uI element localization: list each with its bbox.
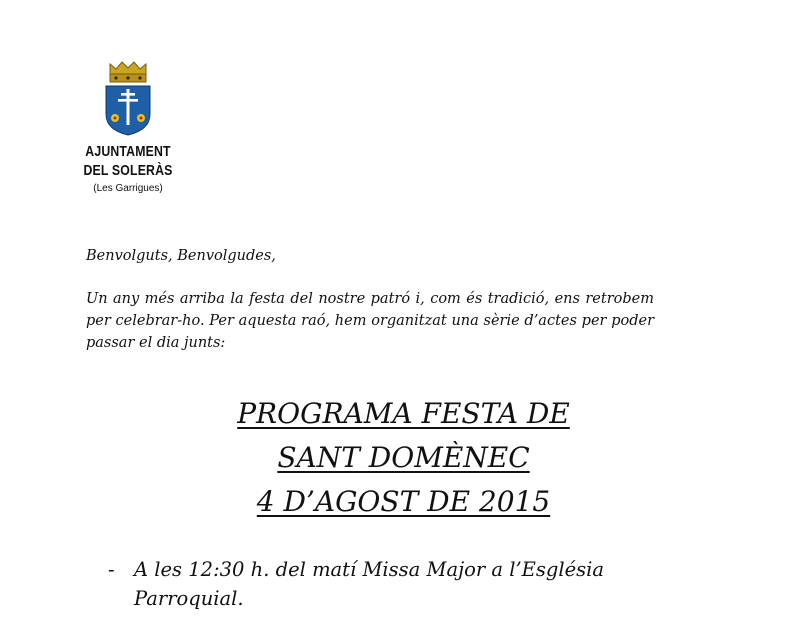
coat-of-arms-logo <box>104 60 152 136</box>
letter-intro-paragraph: Un any més arriba la festa del nostre patró i, com és tradició, ens retrobem per celebrar-ho. Per aquesta raó, hem organitzat una sèrie d’actes per poder passar el dia junts: <box>86 291 654 351</box>
program-list-item <box>108 555 668 613</box>
title-line-1: PROGRAMA FESTA DE <box>237 397 570 430</box>
crown-icon <box>110 62 146 82</box>
list-bullet: - <box>108 558 115 581</box>
org-name-line1: AJUNTAMENT <box>85 143 171 160</box>
org-region: (Les Garrigues) <box>93 183 163 194</box>
list-item-text: A les 12:30 h. del matí Missa Major a l’Església Parroquial. <box>134 558 605 610</box>
shield-icon <box>106 86 150 135</box>
title-line-3: 4 D’AGOST DE 2015 <box>256 485 551 518</box>
title-line-2: SANT DOMÈNEC <box>277 441 530 474</box>
organization-header <box>64 142 192 196</box>
letter-greeting: Benvolguts, Benvolgudes, <box>86 248 276 264</box>
program-title <box>40 392 767 524</box>
org-name-line2: DEL SOLERÀS <box>83 162 173 179</box>
